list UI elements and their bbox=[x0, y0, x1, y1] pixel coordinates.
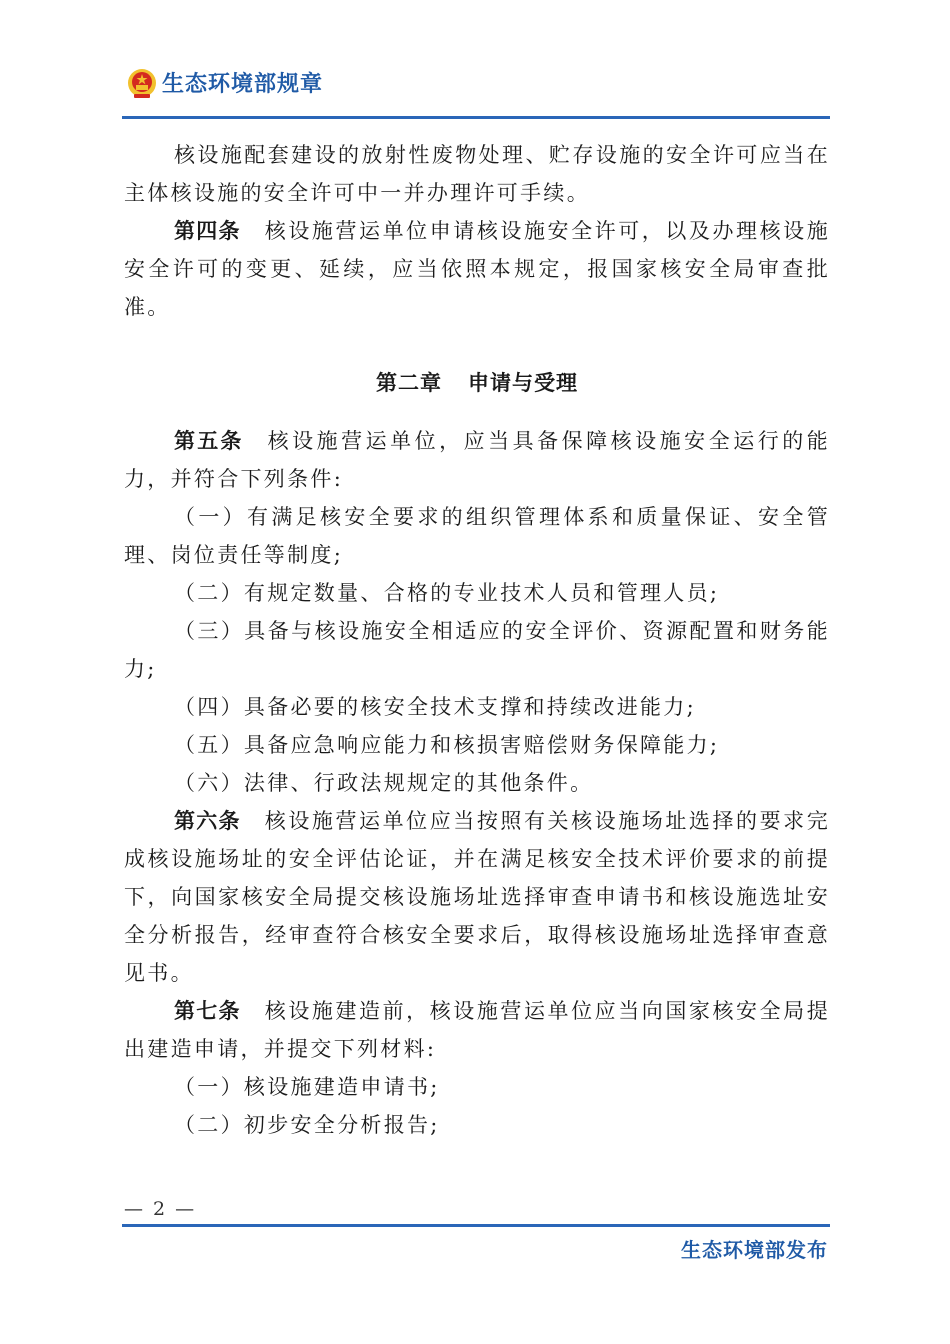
list-item-text: （一）核设施建造申请书; bbox=[174, 1075, 440, 1099]
header-title: 生态环境部规章 bbox=[162, 72, 324, 97]
paragraph-text: 核设施配套建设的放射性废物处理、贮存设施的安全许可应当在主体核设施的安全许可中一并办理许可手续。 bbox=[124, 143, 830, 205]
list-item bbox=[124, 688, 830, 726]
page-number: — 2 — bbox=[124, 1198, 197, 1220]
article-label: 第五条 bbox=[174, 429, 244, 453]
article-label: 第四条 bbox=[174, 219, 241, 243]
footer-publisher: 生态环境部发布 bbox=[681, 1238, 828, 1262]
article-text: 核设施建造前，核设施营运单位应当向国家核安全局提出建造申请，并提交下列材料: bbox=[124, 999, 831, 1061]
article-7 bbox=[124, 992, 830, 1068]
list-item-text: （五）具备应急响应能力和核损害赔偿财务保障能力; bbox=[174, 733, 720, 757]
article-5 bbox=[124, 422, 830, 498]
document-body bbox=[124, 136, 830, 1144]
list-item bbox=[124, 764, 830, 802]
article-4 bbox=[124, 212, 830, 326]
list-item-text: （六）法律、行政法规规定的其他条件。 bbox=[174, 771, 594, 795]
chapter-title: 申请与受理 bbox=[468, 371, 578, 395]
chapter-number: 第二章 bbox=[376, 371, 442, 395]
list-item bbox=[124, 726, 830, 764]
page-header bbox=[122, 66, 830, 120]
list-item-text: （二）初步安全分析报告; bbox=[174, 1113, 440, 1137]
article-text: 核设施营运单位申请核设施安全许可，以及办理核设施安全许可的变更、延续，应当依照本规定，报国家核安全局审查批准。 bbox=[124, 219, 831, 319]
article-6 bbox=[124, 802, 830, 992]
list-item bbox=[124, 498, 830, 574]
article-label: 第六条 bbox=[174, 809, 241, 833]
list-item-text: （四）具备必要的核安全技术支撑和持续改进能力; bbox=[174, 695, 696, 719]
footer-divider bbox=[122, 1224, 830, 1227]
chapter-heading bbox=[124, 364, 830, 402]
paragraph bbox=[124, 136, 830, 212]
list-item bbox=[124, 612, 830, 688]
list-item bbox=[124, 1068, 830, 1106]
list-item bbox=[124, 574, 830, 612]
article-label: 第七条 bbox=[174, 999, 241, 1023]
article-text: 核设施营运单位应当按照有关核设施场址选择的要求完成核设施场址的安全评估论证，并在满足核安全技术评价要求的前提下，向国家核安全局提交核设施场址选择审查申请书和核设施选址安全分析报告，经审查符合核安全要求后，取得核设施场址选择审查意见书。 bbox=[124, 809, 831, 985]
national-emblem-icon bbox=[126, 68, 158, 100]
header-divider bbox=[122, 116, 830, 119]
list-item bbox=[124, 1106, 830, 1144]
list-item-text: （三）具备与核设施安全相适应的安全评价、资源配置和财务能力; bbox=[124, 619, 830, 681]
list-item-text: （一）有满足核安全要求的组织管理体系和质量保证、安全管理、岗位责任等制度; bbox=[124, 505, 830, 567]
article-text: 核设施营运单位，应当具备保障核设施安全运行的能力，并符合下列条件: bbox=[124, 429, 831, 491]
list-item-text: （二）有规定数量、合格的专业技术人员和管理人员; bbox=[174, 581, 720, 605]
